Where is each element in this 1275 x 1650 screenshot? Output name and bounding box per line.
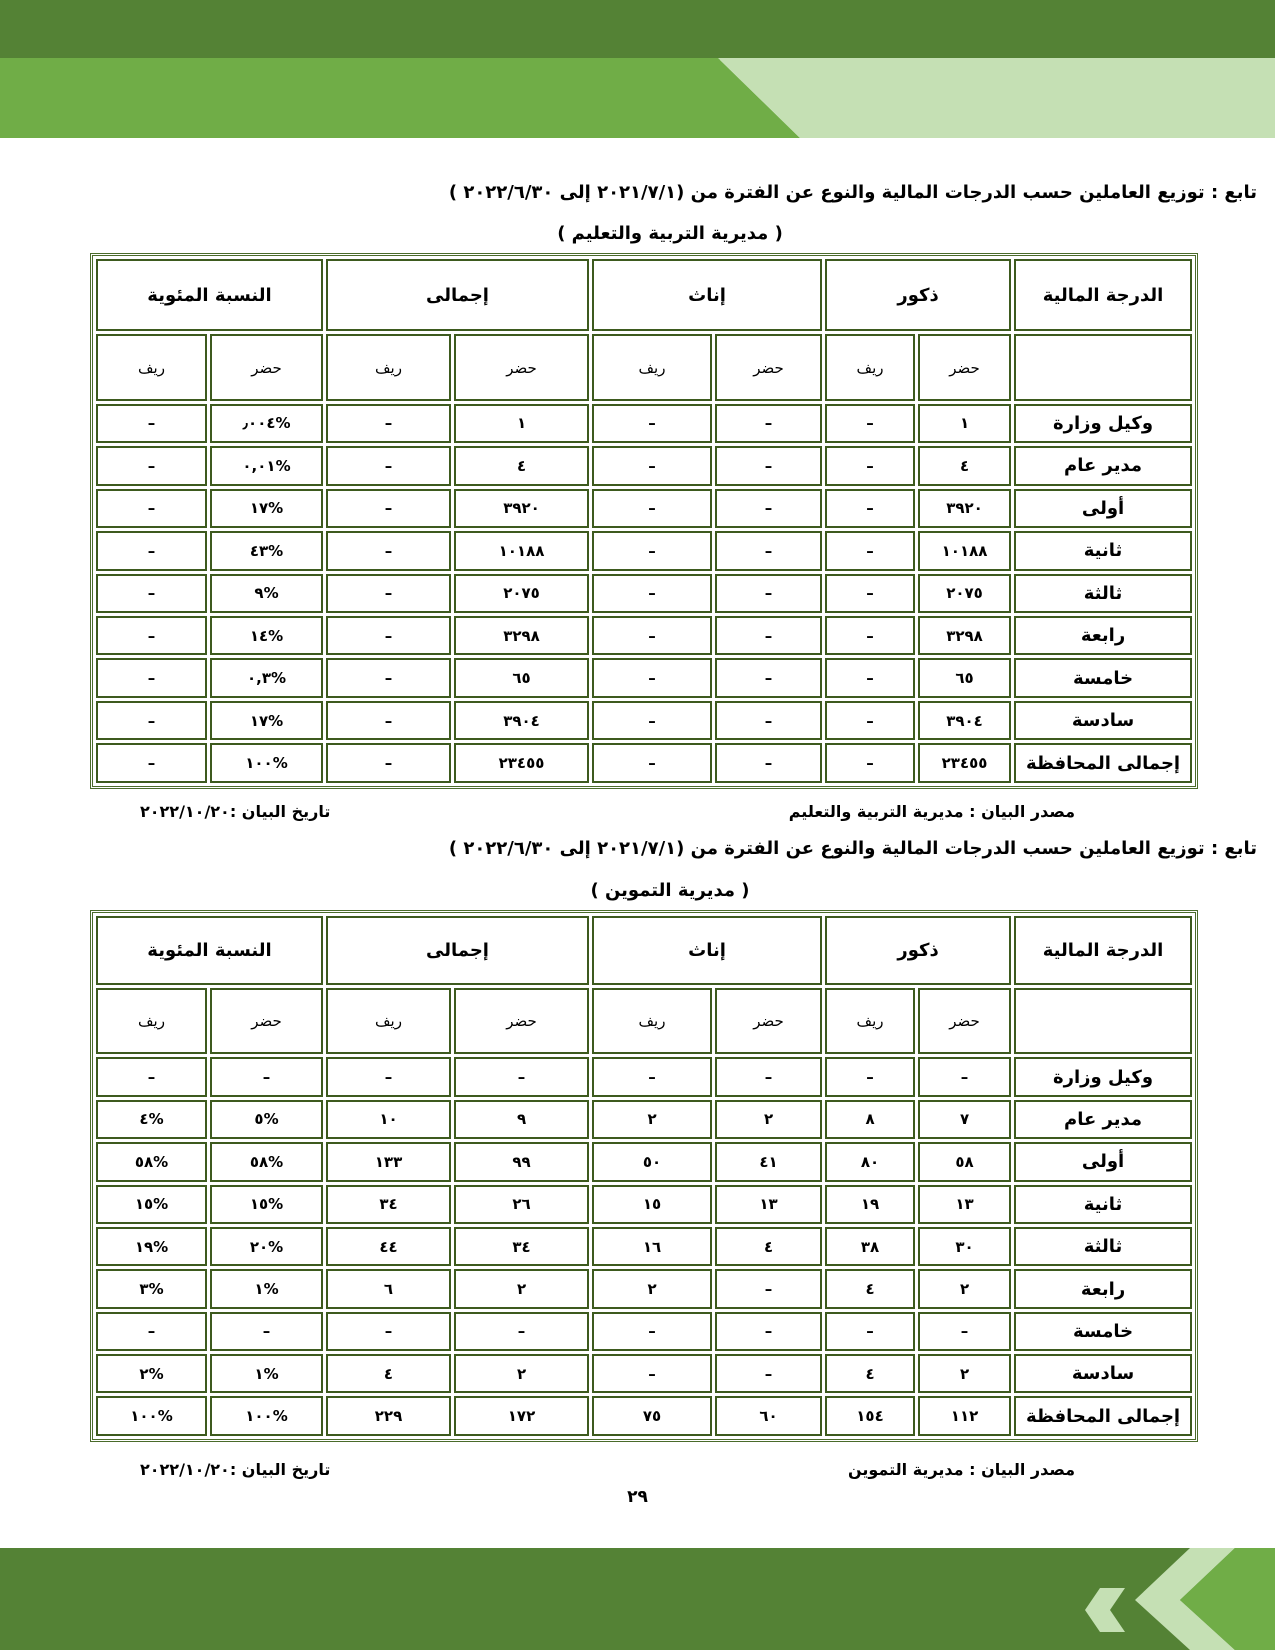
- males-header: ذكور: [825, 916, 1011, 985]
- urban-subheader: حضر: [715, 334, 822, 400]
- table-cell: ١٥: [592, 1185, 712, 1224]
- table-cell: –: [210, 1312, 323, 1351]
- table-row: [96, 1269, 1192, 1308]
- table-cell: ٢: [918, 1269, 1011, 1308]
- table-cell: –: [592, 574, 712, 613]
- table-cell: ٣٠: [918, 1227, 1011, 1266]
- table-cell: –: [454, 1057, 589, 1096]
- grade-label: خامسة: [1014, 1312, 1192, 1351]
- table2-subtitle: ( مديرية التموين ): [590, 880, 750, 901]
- table-cell: %١٩: [96, 1227, 207, 1266]
- grade-label: رابعة: [1014, 616, 1192, 655]
- grade-label: أولى: [1014, 1142, 1192, 1181]
- rural-subheader: ريف: [825, 988, 915, 1054]
- table-cell: ١: [918, 404, 1011, 443]
- total-header: إجمالى: [326, 259, 589, 331]
- table-cell: ٤: [454, 446, 589, 485]
- table-cell: ١٦: [592, 1227, 712, 1266]
- table-cell: ٨٠: [825, 1142, 915, 1181]
- table-cell: ٢٠٧٥: [454, 574, 589, 613]
- table-cell: %١٠٠: [210, 1396, 323, 1436]
- table-cell: %٤: [96, 1100, 207, 1139]
- table-cell: %٠,٠١: [210, 446, 323, 485]
- table-cell: ٣٢٩٨: [918, 616, 1011, 655]
- table-cell: ٦: [326, 1269, 451, 1308]
- grade-label: رابعة: [1014, 1269, 1192, 1308]
- table-cell: %٢٠: [210, 1227, 323, 1266]
- table-cell: ٦٥: [918, 658, 1011, 697]
- table-cell: –: [326, 616, 451, 655]
- table-cell: –: [592, 658, 712, 697]
- table-cell: ٥٨: [918, 1142, 1011, 1181]
- table-cell: ١٣: [715, 1185, 822, 1224]
- table-cell: ٤: [918, 446, 1011, 485]
- table-cell: –: [592, 446, 712, 485]
- table-row: [96, 404, 1192, 443]
- urban-subheader: حضر: [918, 988, 1011, 1054]
- table-cell: –: [96, 701, 207, 740]
- table-cell: ١١٢: [918, 1396, 1011, 1436]
- grade-header: الدرجة المالية: [1014, 916, 1192, 985]
- table-cell: –: [825, 531, 915, 570]
- table-cell: ٣٢٩٨: [454, 616, 589, 655]
- table-cell: ١٥٤: [825, 1396, 915, 1436]
- table-cell: %٥: [210, 1100, 323, 1139]
- table-cell: –: [454, 1312, 589, 1351]
- urban-subheader: حضر: [715, 988, 822, 1054]
- grade-label: إجمالى المحافظة: [1014, 1396, 1192, 1436]
- page-number: ٢٩: [627, 1487, 648, 1507]
- rural-subheader: ريف: [326, 334, 451, 400]
- table-cell: ٣٩٠٤: [918, 701, 1011, 740]
- table-cell: –: [210, 1057, 323, 1096]
- table-cell: %٥٨: [96, 1142, 207, 1181]
- rural-subheader: ريف: [96, 334, 207, 400]
- table-cell: ٩: [454, 1100, 589, 1139]
- table-cell: ٤٤: [326, 1227, 451, 1266]
- grade-subheader-empty: [1014, 988, 1192, 1054]
- table-cell: ٥٠: [592, 1142, 712, 1181]
- table-row: [96, 1396, 1192, 1436]
- females-header: إناث: [592, 259, 822, 331]
- grade-label: سادسة: [1014, 701, 1192, 740]
- table-cell: ١٧٢: [454, 1396, 589, 1436]
- table-cell: –: [96, 531, 207, 570]
- rural-subheader: ريف: [326, 988, 451, 1054]
- table2: [90, 910, 1198, 1442]
- table-cell: ١٠١٨٨: [454, 531, 589, 570]
- table-cell: %٩: [210, 574, 323, 613]
- header-bar: [0, 0, 1275, 60]
- table-row: [96, 1227, 1192, 1266]
- table-cell: %١٠٠: [210, 743, 323, 783]
- males-header: ذكور: [825, 259, 1011, 331]
- table-row: [96, 1354, 1192, 1393]
- table-cell: –: [326, 574, 451, 613]
- table-cell: –: [326, 701, 451, 740]
- urban-subheader: حضر: [918, 334, 1011, 400]
- table-cell: ١٩: [825, 1185, 915, 1224]
- grade-label: وكيل وزارة: [1014, 1057, 1192, 1096]
- table-cell: –: [715, 743, 822, 783]
- table-cell: ١٣: [918, 1185, 1011, 1224]
- table-cell: –: [715, 574, 822, 613]
- table-cell: %١٧: [210, 489, 323, 528]
- table-cell: %٢: [96, 1354, 207, 1393]
- table-cell: %١٠٠: [96, 1396, 207, 1436]
- table-cell: –: [96, 616, 207, 655]
- table-row: [96, 1057, 1192, 1096]
- table-cell: ٦٥: [454, 658, 589, 697]
- table-cell: –: [592, 1354, 712, 1393]
- grade-label: خامسة: [1014, 658, 1192, 697]
- table-cell: –: [825, 701, 915, 740]
- table-cell: –: [592, 531, 712, 570]
- table-row: [96, 446, 1192, 485]
- grade-header: الدرجة المالية: [1014, 259, 1192, 331]
- urban-subheader: حضر: [210, 334, 323, 400]
- table-row: [96, 658, 1192, 697]
- table-cell: %١٧: [210, 701, 323, 740]
- table-cell: %٠,٣: [210, 658, 323, 697]
- table-cell: ٢: [454, 1354, 589, 1393]
- table-cell: %١٥: [210, 1185, 323, 1224]
- table-cell: –: [715, 1354, 822, 1393]
- grade-label: مدير عام: [1014, 446, 1192, 485]
- table-cell: –: [825, 446, 915, 485]
- table-cell: –: [715, 658, 822, 697]
- table-cell: %١: [210, 1354, 323, 1393]
- table-cell: ٤: [825, 1354, 915, 1393]
- table2-title: تابع : توزيع العاملين حسب الدرجات المالية والنوع عن الفترة من (٢٠٢١/٧/١ إلى ٢٠٢٢/٦/٣٠ ): [448, 838, 1257, 859]
- table-row: [96, 743, 1192, 783]
- grade-label: ثانية: [1014, 531, 1192, 570]
- table-cell: –: [96, 1312, 207, 1351]
- table-cell: ٢٣٤٥٥: [918, 743, 1011, 783]
- table1-date: تاريخ البيان :٢٠٢٢/١٠/٢٠: [140, 802, 331, 821]
- table-cell: ٦٠: [715, 1396, 822, 1436]
- table-cell: %٫٠٠٤: [210, 404, 323, 443]
- table-cell: –: [918, 1057, 1011, 1096]
- table1: [90, 253, 1198, 789]
- grade-label: سادسة: [1014, 1354, 1192, 1393]
- rural-subheader: ريف: [825, 334, 915, 400]
- table-cell: –: [326, 1312, 451, 1351]
- table-cell: –: [96, 446, 207, 485]
- table-cell: ٢: [454, 1269, 589, 1308]
- table1-subtitle: ( مديرية التربية والتعليم ): [557, 223, 783, 244]
- table2-source: مصدر البيان : مديرية التموين: [847, 1460, 1075, 1479]
- table-cell: ٣٨: [825, 1227, 915, 1266]
- table1-title: تابع : توزيع العاملين حسب الدرجات المالية والنوع عن الفترة من (٢٠٢١/٧/١ إلى ٢٠٢٢/٦/٣٠ ): [448, 182, 1257, 203]
- table-cell: –: [825, 1312, 915, 1351]
- table-row: [96, 1312, 1192, 1351]
- grade-label: ثالثة: [1014, 574, 1192, 613]
- table-cell: –: [715, 1269, 822, 1308]
- table-row: [96, 1100, 1192, 1139]
- table-cell: %٥٨: [210, 1142, 323, 1181]
- percent-header: النسبة المئوية: [96, 916, 323, 985]
- rural-subheader: ريف: [96, 988, 207, 1054]
- urban-subheader: حضر: [210, 988, 323, 1054]
- table-cell: –: [326, 531, 451, 570]
- table-cell: –: [592, 743, 712, 783]
- table-cell: ٤: [825, 1269, 915, 1308]
- table-row: [96, 1142, 1192, 1181]
- table-cell: –: [326, 446, 451, 485]
- percent-header: النسبة المئوية: [96, 259, 323, 331]
- table-cell: ٣٩٢٠: [454, 489, 589, 528]
- table-cell: ١: [454, 404, 589, 443]
- footer-band: [0, 1548, 1275, 1650]
- table-cell: %١: [210, 1269, 323, 1308]
- rural-subheader: ريف: [592, 334, 712, 400]
- table-cell: ٤١: [715, 1142, 822, 1181]
- table-cell: –: [96, 574, 207, 613]
- table-cell: –: [326, 743, 451, 783]
- table-cell: ١٣٣: [326, 1142, 451, 1181]
- grade-label: ثالثة: [1014, 1227, 1192, 1266]
- table-cell: –: [715, 489, 822, 528]
- table-cell: –: [715, 616, 822, 655]
- table-cell: –: [592, 404, 712, 443]
- table-cell: –: [96, 404, 207, 443]
- table-cell: ٢: [592, 1269, 712, 1308]
- table-cell: ٣٩٢٠: [918, 489, 1011, 528]
- total-header: إجمالى: [326, 916, 589, 985]
- table-cell: –: [592, 1057, 712, 1096]
- table-cell: –: [592, 616, 712, 655]
- table-cell: –: [96, 743, 207, 783]
- table-row: [96, 531, 1192, 570]
- rural-subheader: ريف: [592, 988, 712, 1054]
- table-cell: ٢٦: [454, 1185, 589, 1224]
- table-cell: ٣٤: [454, 1227, 589, 1266]
- table-cell: –: [715, 404, 822, 443]
- table-cell: ١٠١٨٨: [918, 531, 1011, 570]
- table-cell: ٣٩٠٤: [454, 701, 589, 740]
- table2-date: تاريخ البيان :٢٠٢٢/١٠/٢٠: [140, 1460, 331, 1479]
- table-cell: %١٤: [210, 616, 323, 655]
- table-cell: –: [825, 574, 915, 613]
- table-cell: –: [96, 489, 207, 528]
- table-cell: %٣: [96, 1269, 207, 1308]
- table-row: [96, 616, 1192, 655]
- table-cell: –: [326, 404, 451, 443]
- table-cell: ٤: [715, 1227, 822, 1266]
- table-cell: –: [825, 404, 915, 443]
- table-row: [96, 574, 1192, 613]
- table-cell: ٢٣٤٥٥: [454, 743, 589, 783]
- table-cell: ١٠: [326, 1100, 451, 1139]
- table-cell: ٣٤: [326, 1185, 451, 1224]
- table-cell: ٩٩: [454, 1142, 589, 1181]
- table-cell: ٢٢٩: [326, 1396, 451, 1436]
- table-row: [96, 701, 1192, 740]
- table-cell: ٤: [326, 1354, 451, 1393]
- table-cell: –: [715, 701, 822, 740]
- grade-label: مدير عام: [1014, 1100, 1192, 1139]
- grade-label: أولى: [1014, 489, 1192, 528]
- table-cell: –: [96, 1057, 207, 1096]
- females-header: إناث: [592, 916, 822, 985]
- table-cell: %٤٣: [210, 531, 323, 570]
- table-cell: –: [592, 489, 712, 528]
- table-cell: –: [326, 489, 451, 528]
- table-cell: –: [326, 658, 451, 697]
- table-cell: –: [825, 743, 915, 783]
- table-cell: ٧٥: [592, 1396, 712, 1436]
- table-cell: ٨: [825, 1100, 915, 1139]
- grade-subheader-empty: [1014, 334, 1192, 400]
- table-row: [96, 1185, 1192, 1224]
- table-cell: –: [592, 701, 712, 740]
- table-cell: –: [918, 1312, 1011, 1351]
- grade-label: وكيل وزارة: [1014, 404, 1192, 443]
- urban-subheader: حضر: [454, 988, 589, 1054]
- table-cell: ٧: [918, 1100, 1011, 1139]
- table-cell: –: [715, 446, 822, 485]
- table-cell: –: [715, 1057, 822, 1096]
- table-cell: –: [715, 531, 822, 570]
- table-row: [96, 489, 1192, 528]
- grade-label: ثانية: [1014, 1185, 1192, 1224]
- table-cell: ٢: [715, 1100, 822, 1139]
- table-cell: –: [825, 616, 915, 655]
- header-band: [0, 58, 1275, 138]
- urban-subheader: حضر: [454, 334, 589, 400]
- table-cell: ٢٠٧٥: [918, 574, 1011, 613]
- table-cell: ٢: [918, 1354, 1011, 1393]
- table-cell: –: [592, 1312, 712, 1351]
- table-cell: –: [825, 658, 915, 697]
- grade-label: إجمالى المحافظة: [1014, 743, 1192, 783]
- table-cell: –: [96, 658, 207, 697]
- table-cell: –: [326, 1057, 451, 1096]
- table-cell: –: [715, 1312, 822, 1351]
- table-cell: –: [825, 1057, 915, 1096]
- table-cell: –: [825, 489, 915, 528]
- table-cell: ٢: [592, 1100, 712, 1139]
- table-cell: %١٥: [96, 1185, 207, 1224]
- table1-source: مصدر البيان : مديرية التربية والتعليم: [788, 802, 1075, 821]
